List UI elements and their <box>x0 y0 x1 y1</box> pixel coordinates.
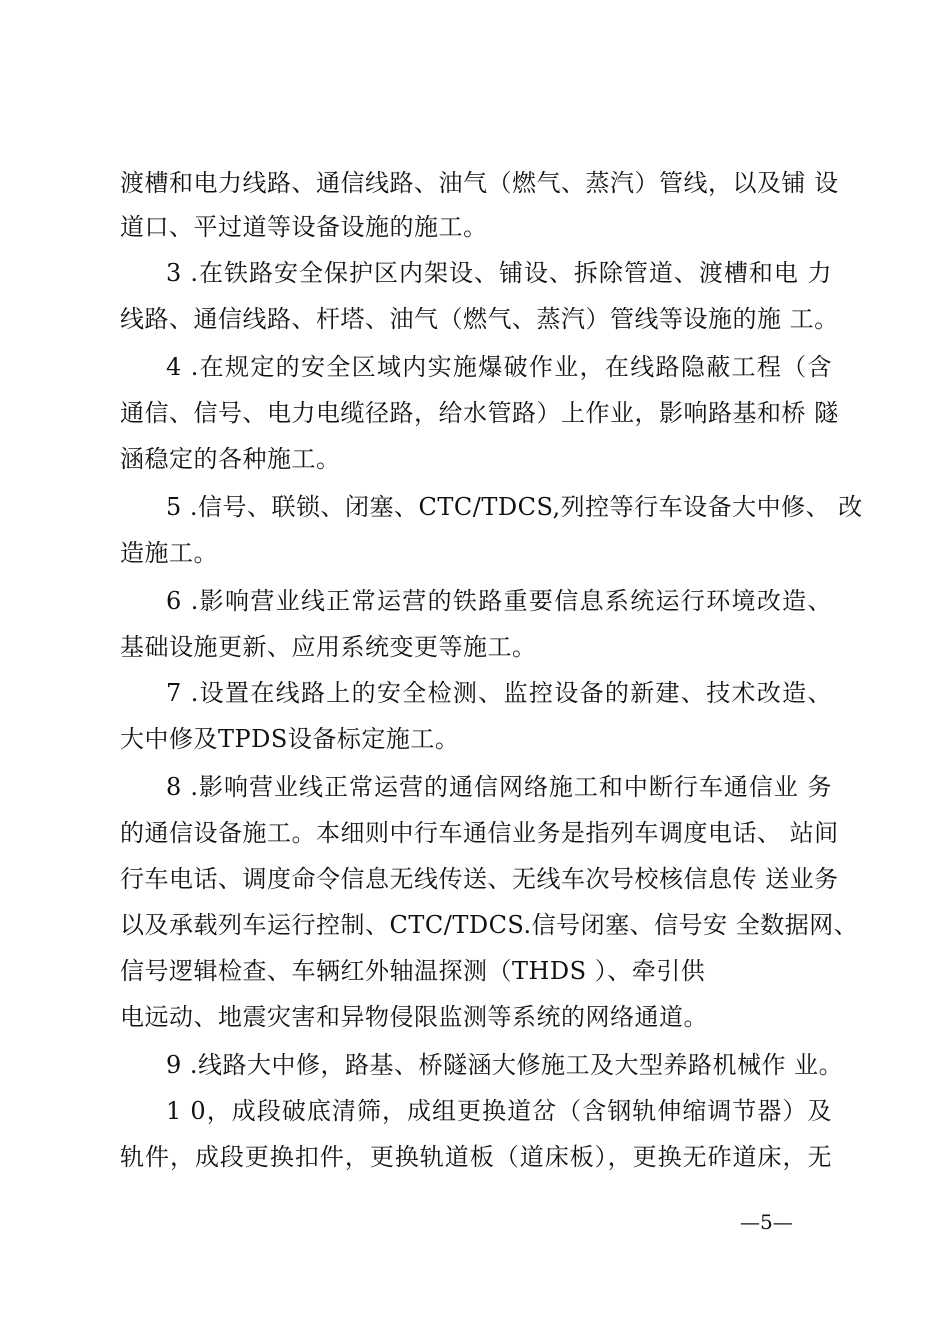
text-line: 涵稳定的各种施工。 <box>120 445 341 473</box>
text-line: 造施工。 <box>120 539 218 567</box>
text-line: 轨件，成段更换扣件，更换轨道板（道床板），更换无砟道床，无 <box>120 1143 832 1171</box>
text-line: 5 .信号、联锁、闭塞、CTC/TDCS,列控等行车设备大中修、 改 <box>166 493 863 521</box>
text-line: 1 0，成段破底清筛，成组更换道岔（含钢轨伸缩调节器）及 <box>166 1097 832 1125</box>
text-line: 基础设施更新、应用系统变更等施工。 <box>120 633 537 661</box>
text-line: 行车电话、调度命令信息无线传送、无线车次号校核信息传 送业务 <box>120 865 839 893</box>
text-line: 4 .在规定的安全区域内实施爆破作业，在线路隐蔽工程（含 <box>166 353 832 381</box>
text-line: 道口、平过道等设备设施的施工。 <box>120 213 488 241</box>
text-line: 电远动、地震灾害和异物侵限监测等系统的网络通道。 <box>120 1003 708 1031</box>
text-line: 大中修及TPDS设备标定施工。 <box>120 725 460 753</box>
text-line: 线路、通信线路、杆塔、油气（燃气、蒸汽）管线等设施的施 工。 <box>120 305 839 333</box>
text-line: 通信、信号、电力电缆径路，给水管路）上作业，影响路基和桥 隧 <box>120 399 839 427</box>
text-line: 3 .在铁路安全保护区内架设、铺设、拆除管道、渡槽和电 力 <box>166 259 832 287</box>
text-line: 信号逻辑检查、车辆红外轴温探测（THDS ）、牵引供 <box>120 957 706 985</box>
text-line: 8 .影响营业线正常运营的通信网络施工和中断行车通信业 务 <box>166 773 832 801</box>
text-line: 7 .设置在线路上的安全检测、监控设备的新建、技术改造、 <box>166 679 832 707</box>
text-line: 6 .影响营业线正常运营的铁路重要信息系统运行环境改造、 <box>166 587 832 615</box>
text-line: 9 .线路大中修，路基、桥隧涵大修施工及大型养路机械作 业。 <box>166 1051 844 1079</box>
text-line: 以及承载列车运行控制、CTC/TDCS.信号闭塞、信号安 全数据网、 <box>120 911 859 939</box>
text-line: 渡槽和电力线路、通信线路、油气（燃气、蒸汽）管线，以及铺 设 <box>120 169 839 197</box>
text-line: 的通信设备施工。本细则中行车通信业务是指列车调度电话、 站间 <box>120 819 839 847</box>
page-number: —5— <box>740 1210 793 1234</box>
